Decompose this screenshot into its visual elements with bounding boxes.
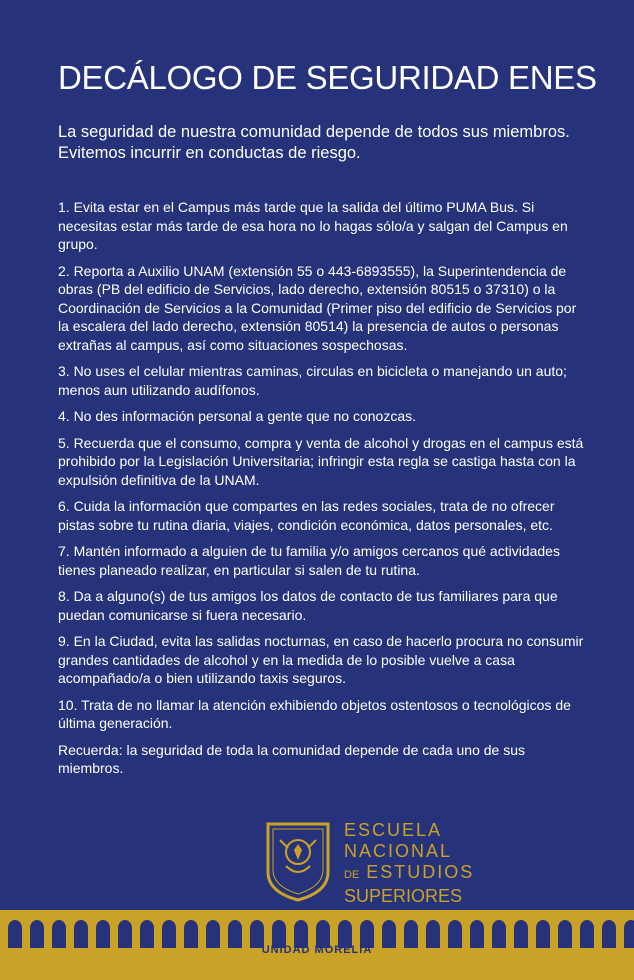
logo-line-3-main: ESTUDIOS (366, 862, 475, 882)
rule-item: 7. Mantén informado a alguien de tu familia y/o amigos cercanos qué actividades tienes planeado realizar, en particular si salen de tu rutina. (58, 543, 560, 578)
rule-item: 4. No des información personal a gente que no conozcas. (58, 408, 417, 424)
unam-seal-icon (264, 820, 332, 902)
unit-label: UNIDAD MORELIA (261, 944, 373, 956)
rule-item: 9. En la Ciudad, evita las salidas nocturnas, en caso de hacerlo procura no consumir grandes cantidades de alcohol y en la medida de lo posible vuelve a casa acompañado/a o bien utilizando taxis seguros. (58, 633, 584, 686)
logo-wordmark (344, 820, 474, 907)
rule-item: 5. Recuerda que el consumo, compra y venta de alcohol y drogas en el campus está prohibido por la Legislación Universitaria; infringir esta regla se castiga hasta con la expulsión definitiva de la UNAM. (58, 434, 584, 488)
logo-line-3-prefix: DE (344, 869, 360, 881)
rule-item: 10. Trata de no llamar la atención exhibiendo objetos ostentosos o tecnológicos de última generación. (58, 696, 571, 731)
logo-line-3 (344, 862, 474, 886)
closing-note: Recuerda: la seguridad de toda la comunidad depende de cada uno de sus miembros. (58, 741, 526, 776)
rule-item: 8. Da a alguno(s) de tus amigos los datos de contacto de tus familiares para que puedan comunicarse si fuera necesario. (58, 588, 558, 623)
enes-logo (264, 820, 594, 920)
page-title: DECÁLOGO DE SEGURIDAD ENES (58, 59, 597, 96)
logo-line-1: ESCUELA (344, 820, 443, 840)
logo-line-2: NACIONAL (344, 841, 453, 861)
rules-list (58, 198, 588, 786)
rule-item: 3. No uses el celular mientras caminas, circulas en bicicleta o manejando un auto; menos aun utilizando audífonos. (58, 363, 567, 398)
rule-item: 1. Evita estar en el Campus más tarde que la salida del último PUMA Bus. Si necesitas estar más tarde de esa hora no lo hagas sólo/a y salgan del Campus en grupo. (58, 199, 568, 252)
rule-item: 6. Cuida la información que compartes en las redes sociales, trata de no ofrecer pistas sobre tu rutina diaria, viajes, condición económica, datos personales, etc. (58, 498, 555, 533)
intro-text: La seguridad de nuestra comunidad depende de todos sus miembros. Evitemos incurrir en conductas de riesgo. (58, 123, 570, 162)
logo-line-4: SUPERIORES (344, 886, 463, 906)
rule-item: 2. Reporta a Auxilio UNAM (extensión 55 o 443-6893555), la Superintendencia de obras (PB del edificio de Servicios, lado derecho, extensión 80515 o 37310) o la Coordinación de Servicios a la Comunidad (Primer piso del edificio de Servicios por la escalera del lado derecho, extensión 80514) la presencia de autos o personas extrañas al campus, así como situaciones sospechosas. (58, 262, 577, 353)
